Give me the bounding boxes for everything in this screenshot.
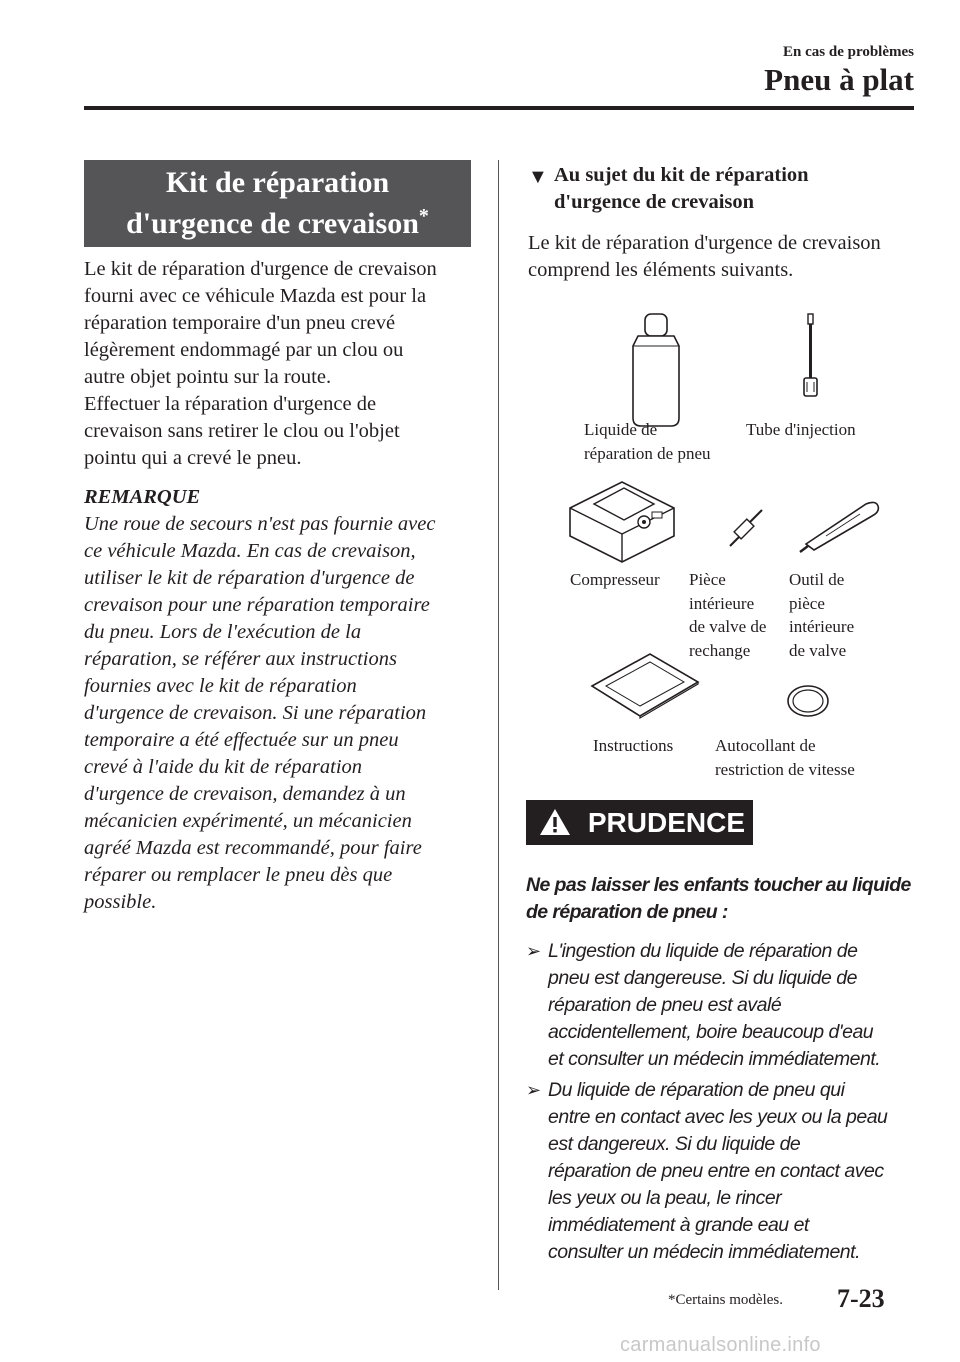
- remarque-line: Une roue de secours n'est pas fournie avec: [84, 513, 436, 535]
- body-line: réparation temporaire d'un pneu crevé: [84, 312, 396, 334]
- arrow-right-icon: ➢: [526, 1080, 541, 1100]
- page-title: Pneu à plat: [764, 62, 914, 97]
- label-line: de valve de: [689, 617, 767, 636]
- label-tube: [746, 418, 856, 442]
- banner-line-1: Kit de réparation: [165, 166, 390, 199]
- bullet-line: réparation de pneu est avalé: [548, 994, 782, 1016]
- subsection-heading: [528, 162, 918, 216]
- label-outil: [789, 568, 854, 662]
- remarque-line: mécanicien expérimenté, un mécanicien: [84, 810, 412, 832]
- label-line: Compresseur: [570, 570, 660, 589]
- remarque-line: utiliser le kit de réparation d'urgence de: [84, 567, 415, 589]
- arrow-right-icon: ➢: [526, 941, 541, 961]
- bullet-line: consulter un médecin immédiatement.: [548, 1241, 860, 1263]
- label-line: Tube d'injection: [746, 420, 856, 439]
- intro-paragraph: [84, 256, 484, 472]
- remarque-line: ce véhicule Mazda. En cas de crevaison,: [84, 540, 416, 562]
- label-line: Pièce: [689, 570, 726, 589]
- label-line: réparation de pneu: [584, 443, 711, 463]
- footnote: *Certains modèles.: [668, 1292, 783, 1308]
- speed-sticker-icon: [784, 682, 832, 720]
- section-banner: [84, 160, 471, 247]
- header-rule: [84, 106, 914, 110]
- label-line: Instructions: [593, 736, 674, 755]
- valve-core-icon: [726, 506, 766, 550]
- remarque-line: fournies avec le kit de réparation: [84, 675, 357, 697]
- remarque-line: d'urgence de crevaison. Si une réparation: [84, 702, 427, 724]
- label-line: de valve: [789, 640, 847, 660]
- body-line: crevaison sans retirer le clou ou l'objet: [84, 420, 400, 442]
- body-line: fourni avec ce véhicule Mazda est pour la: [84, 285, 427, 307]
- label-line: intérieure: [789, 617, 855, 636]
- label-line: Autocollant de: [715, 736, 816, 755]
- sealant-bottle-icon: [624, 310, 688, 430]
- intro-line: comprend les éléments suivants.: [528, 259, 794, 281]
- body-line: pointu qui a crevé le pneu.: [84, 447, 302, 469]
- label-liquide: [584, 418, 711, 465]
- subsection-heading-line-2: d'urgence de crevaison: [554, 191, 755, 213]
- body-line: légèrement endommagé par un clou ou: [84, 339, 404, 361]
- body-line: Effectuer la réparation d'urgence de: [84, 393, 377, 415]
- remarque-line: réparation, se référer aux instructions: [84, 648, 397, 670]
- bullet-line: immédiatement à grande eau et: [548, 1214, 809, 1236]
- list-item: [526, 938, 926, 1073]
- bullet-line: est dangereux. Si du liquide de: [548, 1133, 801, 1155]
- remarque-title: REMARQUE: [84, 486, 201, 508]
- section-title: En cas de problèmes: [783, 44, 914, 60]
- warning-icon: [538, 807, 572, 837]
- bullet-line: réparation de pneu entre en contact avec: [548, 1160, 884, 1182]
- caution-lead-line: Ne pas laisser les enfants toucher au liquide: [526, 874, 911, 896]
- caution-label: PRUDENCE: [587, 807, 745, 838]
- label-line: Liquide de: [584, 420, 658, 439]
- bullet-line: L'ingestion du liquide de réparation de: [548, 940, 858, 962]
- list-item: [526, 1077, 926, 1266]
- subsection-heading-line-1: Au sujet du kit de réparation: [554, 164, 809, 186]
- compressor-icon: [566, 474, 678, 566]
- remarque-line: d'urgence de crevaison, demandez à un: [84, 783, 406, 805]
- banner-line-2: [126, 207, 429, 240]
- bullet-line: Du liquide de réparation de pneu qui: [548, 1079, 845, 1101]
- bullet-line: et consulter un médecin immédiatement.: [548, 1048, 881, 1070]
- caution-lead: [526, 872, 926, 926]
- injection-tube-icon: [796, 312, 826, 400]
- label-line: Outil de: [789, 570, 845, 589]
- remarque-line: possible.: [84, 891, 157, 913]
- triangle-down-icon: ▼: [528, 166, 548, 188]
- remarque-line: crevaison pour une réparation temporaire: [84, 594, 430, 616]
- caution-bullets: [526, 938, 926, 1270]
- remarque-line: crevé à l'aide du kit de réparation: [84, 756, 363, 778]
- bullet-line: entre en contact avec les yeux ou la peau: [548, 1106, 888, 1128]
- label-line: restriction de vitesse: [715, 759, 855, 779]
- intro-line: Le kit de réparation d'urgence de crevaison: [528, 232, 881, 254]
- label-piece: [689, 568, 766, 662]
- caution-lead-line: de réparation de pneu :: [526, 901, 728, 923]
- remarque-line: agréé Mazda est recommandé, pour faire: [84, 837, 422, 859]
- remarque-line: du pneu. Lors de l'exécution de la: [84, 621, 362, 643]
- label-compresseur: [570, 568, 660, 592]
- column-divider: [498, 160, 499, 1290]
- body-line: autre objet pointu sur la route.: [84, 366, 332, 388]
- watermark: carmanualsonline.info: [620, 1334, 821, 1356]
- remarque-line: temporaire a été effectuée sur un pneu: [84, 729, 399, 751]
- caution-banner: [526, 800, 753, 845]
- remarque-line: réparer ou remplacer le pneu dès que: [84, 864, 393, 886]
- kit-intro: [528, 230, 918, 284]
- label-line: rechange: [689, 640, 751, 660]
- label-autocollant: [715, 734, 855, 781]
- footnote-marker: *: [418, 205, 429, 227]
- bullet-line: pneu est dangereuse. Si du liquide de: [548, 967, 857, 989]
- body-line: Le kit de réparation d'urgence de crevaison: [84, 258, 437, 280]
- bullet-line: accidentellement, boire beaucoup d'eau: [548, 1021, 874, 1043]
- valve-tool-icon: [796, 496, 882, 554]
- page-number: 7-23: [837, 1284, 885, 1313]
- bullet-line: les yeux ou la peau, le rincer: [548, 1187, 782, 1209]
- banner-line-2-text: d'urgence de crevaison: [126, 207, 419, 240]
- label-line: pièce: [789, 593, 825, 613]
- label-instructions: [593, 734, 673, 758]
- instructions-booklet-icon: [588, 650, 702, 720]
- label-line: intérieure: [689, 593, 755, 613]
- remarque-note: [84, 484, 484, 916]
